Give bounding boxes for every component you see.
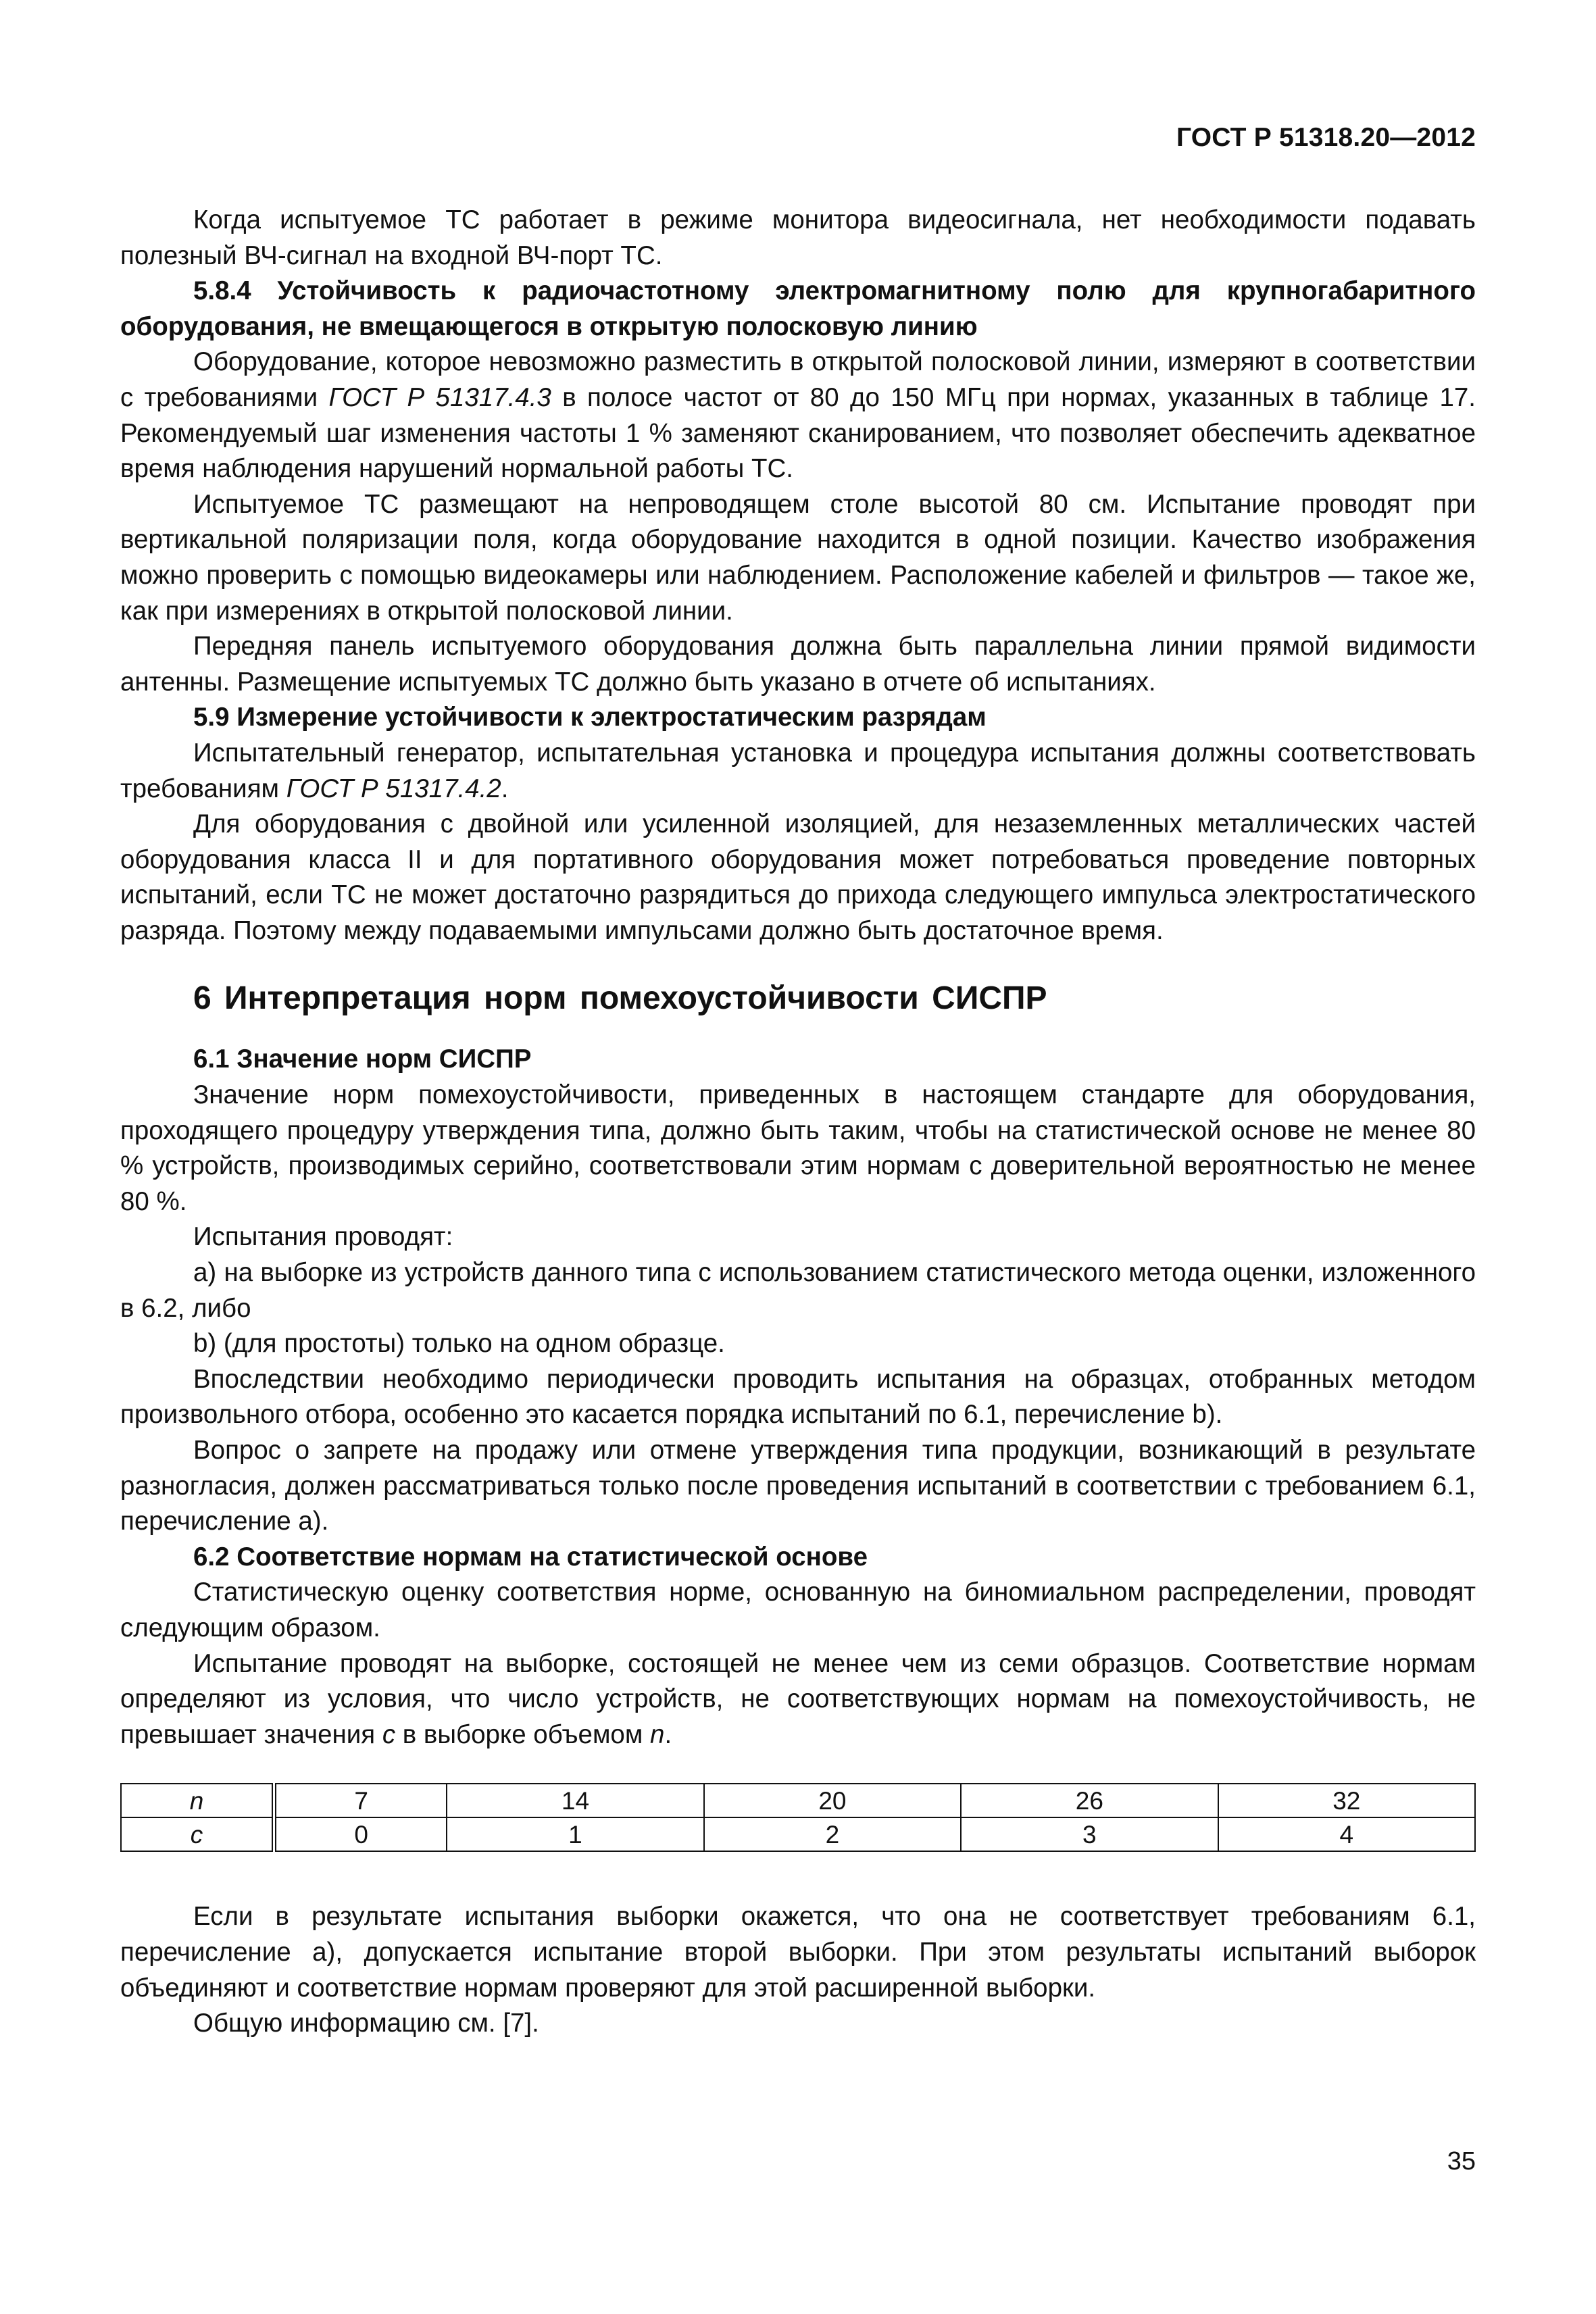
paragraph: Статистическую оценку соответствия норме, основанную на биномиальном распределении, проводят следующим образом. <box>120 1578 1476 1642</box>
paragraph: Вопрос о запрете на продажу или отмене утверждения типа продукции, возникающий в результате разногласия, должен рассматриваться только после проведения испытаний в соответствии с требованием 6.1, перечисление a). <box>120 1436 1476 1536</box>
paragraph-text: в полосе частот от 80 до 150 МГц при нормах, указанных в таблице 17. Рекомендуемый шаг изменения частоты 1 % заменяют сканированием, что позволяет обеспечить адекватное время наблюдения нарушений нормальной работы ТС. <box>120 382 1476 484</box>
paragraph: Передняя панель испытуемого оборудования должна быть параллельна линии прямой видимости антенны. Размещение испытуемых ТС должно быть указано в отчете об испытаниях. <box>120 632 1476 697</box>
paragraph-text: . <box>501 774 509 803</box>
variable-c: c <box>382 1719 396 1749</box>
section-heading-6-2: 6.2 Соответствие нормам на статистической основе <box>193 1542 868 1571</box>
section-heading-6: 6 Интерпретация норм помехоустойчивости СИСПР <box>193 980 1047 1017</box>
paragraph: Впоследствии необходимо периодически проводить испытания на образцах, отобранных методом произвольного отбора, особенно это касается порядка испытаний по 6.1, перечисление b). <box>120 1364 1476 1430</box>
paragraph: Значение норм помехоустойчивости, приведенных в настоящем стандарте для оборудования, проходящего процедуру утверждения типа, должно быть таким, чтобы на статистической основе не менее 80 % устройств, производимых серийно, соответствовали этим нормам с доверительной вероятностью не менее 80 %. <box>120 1080 1476 1216</box>
table-cell: 14 <box>447 1784 703 1817</box>
paragraph <box>120 1646 1476 1753</box>
paragraph: Для оборудования с двойной или усиленной изоляцией, для незаземленных металлических частей оборудования класса II и для портативного оборудования может потребоваться проведение повторных испытаний, если ТС не может достаточно разрядиться до прихода следующего импульса электростатического разряда. Поэтому между подаваемыми импульсами должно быть достаточное время. <box>120 809 1476 945</box>
row-label-c: c <box>121 1817 274 1851</box>
standard-reference: ГОСТ Р 51317.4.3 <box>328 382 551 412</box>
paragraph <box>120 736 1476 807</box>
paragraph: Если в результате испытания выборки окажется, что она не соответствует требованиям 6.1, перечисление a), допускается испытание второй выборки. При этом результаты испытаний выборок объединяют и соответствие нормам проверяют для этой расширенной выборки. <box>120 1902 1476 2003</box>
paragraph: Общую информацию см. [7]. <box>193 2009 539 2038</box>
table-cell: 7 <box>274 1784 447 1817</box>
table-cell: 3 <box>961 1817 1218 1851</box>
table-row-n <box>121 1784 1475 1817</box>
list-item: a) на выборке из устройств данного типа с использованием статистического метода оценки, изложенного в 6.2, либо <box>120 1258 1476 1323</box>
section-heading-6-1: 6.1 Значение норм СИСПР <box>193 1045 532 1074</box>
row-label-n: n <box>121 1784 274 1817</box>
table-cell: 1 <box>447 1817 703 1851</box>
table-cell: 0 <box>274 1817 447 1851</box>
variable-n: n <box>650 1719 665 1749</box>
table-cell: 2 <box>704 1817 961 1851</box>
table-row-c <box>121 1817 1475 1851</box>
page-content <box>120 203 1476 2042</box>
paragraph: Когда испытуемое ТС работает в режиме монитора видеосигнала, нет необходимости подавать полезный ВЧ-сигнал на входной ВЧ-порт ТС. <box>120 205 1476 270</box>
section-heading-5-8-4: 5.8.4 Устойчивость к радиочастотному электромагнитному полю для крупногабаритного оборудования, не вмещающегося в открытую полосковую линию <box>120 276 1476 341</box>
paragraph-text: Испытание проводят на выборке, состоящей не менее чем из семи образцов. Соответствие нормам определяют из условия, что число устройств, не соответствующих нормам на помехоустойчивость, не превышает значения <box>120 1649 1476 1749</box>
table-cell: 32 <box>1218 1784 1475 1817</box>
table-cell: 4 <box>1218 1817 1475 1851</box>
paragraph-text: в выборке объемом <box>395 1719 651 1749</box>
paragraph: Испытания проводят: <box>193 1222 453 1252</box>
paragraph-text: Испытательный генератор, испытательная установка и процедура испытания должны соответствовать требованиям <box>120 738 1476 803</box>
running-header: ГОСТ Р 51318.20—2012 <box>1176 123 1476 152</box>
paragraph <box>120 345 1476 486</box>
sample-size-table <box>120 1783 1476 1852</box>
paragraph-text: . <box>664 1719 672 1749</box>
paragraph: Испытуемое ТС размещают на непроводящем столе высотой 80 см. Испытание проводят при вертикальной поляризации поля, когда оборудование находится в одной позиции. Качество изображения можно проверить с помощью видеокамеры или наблюдением. Расположение кабелей и фильтров — такое же, как при измерениях в открытой полосковой линии. <box>120 489 1476 626</box>
standard-reference: ГОСТ Р 51317.4.2 <box>286 774 501 803</box>
section-heading-5-9: 5.9 Измерение устойчивости к электростатическим разрядам <box>193 703 987 732</box>
list-item: b) (для простоты) только на одном образце. <box>193 1329 725 1359</box>
table-cell: 26 <box>961 1784 1218 1817</box>
paragraph-text: Оборудование, которое невозможно разместить в открытой полосковой линии, измеряют в соответствии с требованиями <box>120 347 1476 412</box>
table-cell: 20 <box>704 1784 961 1817</box>
page-number: 35 <box>1447 2147 1476 2175</box>
